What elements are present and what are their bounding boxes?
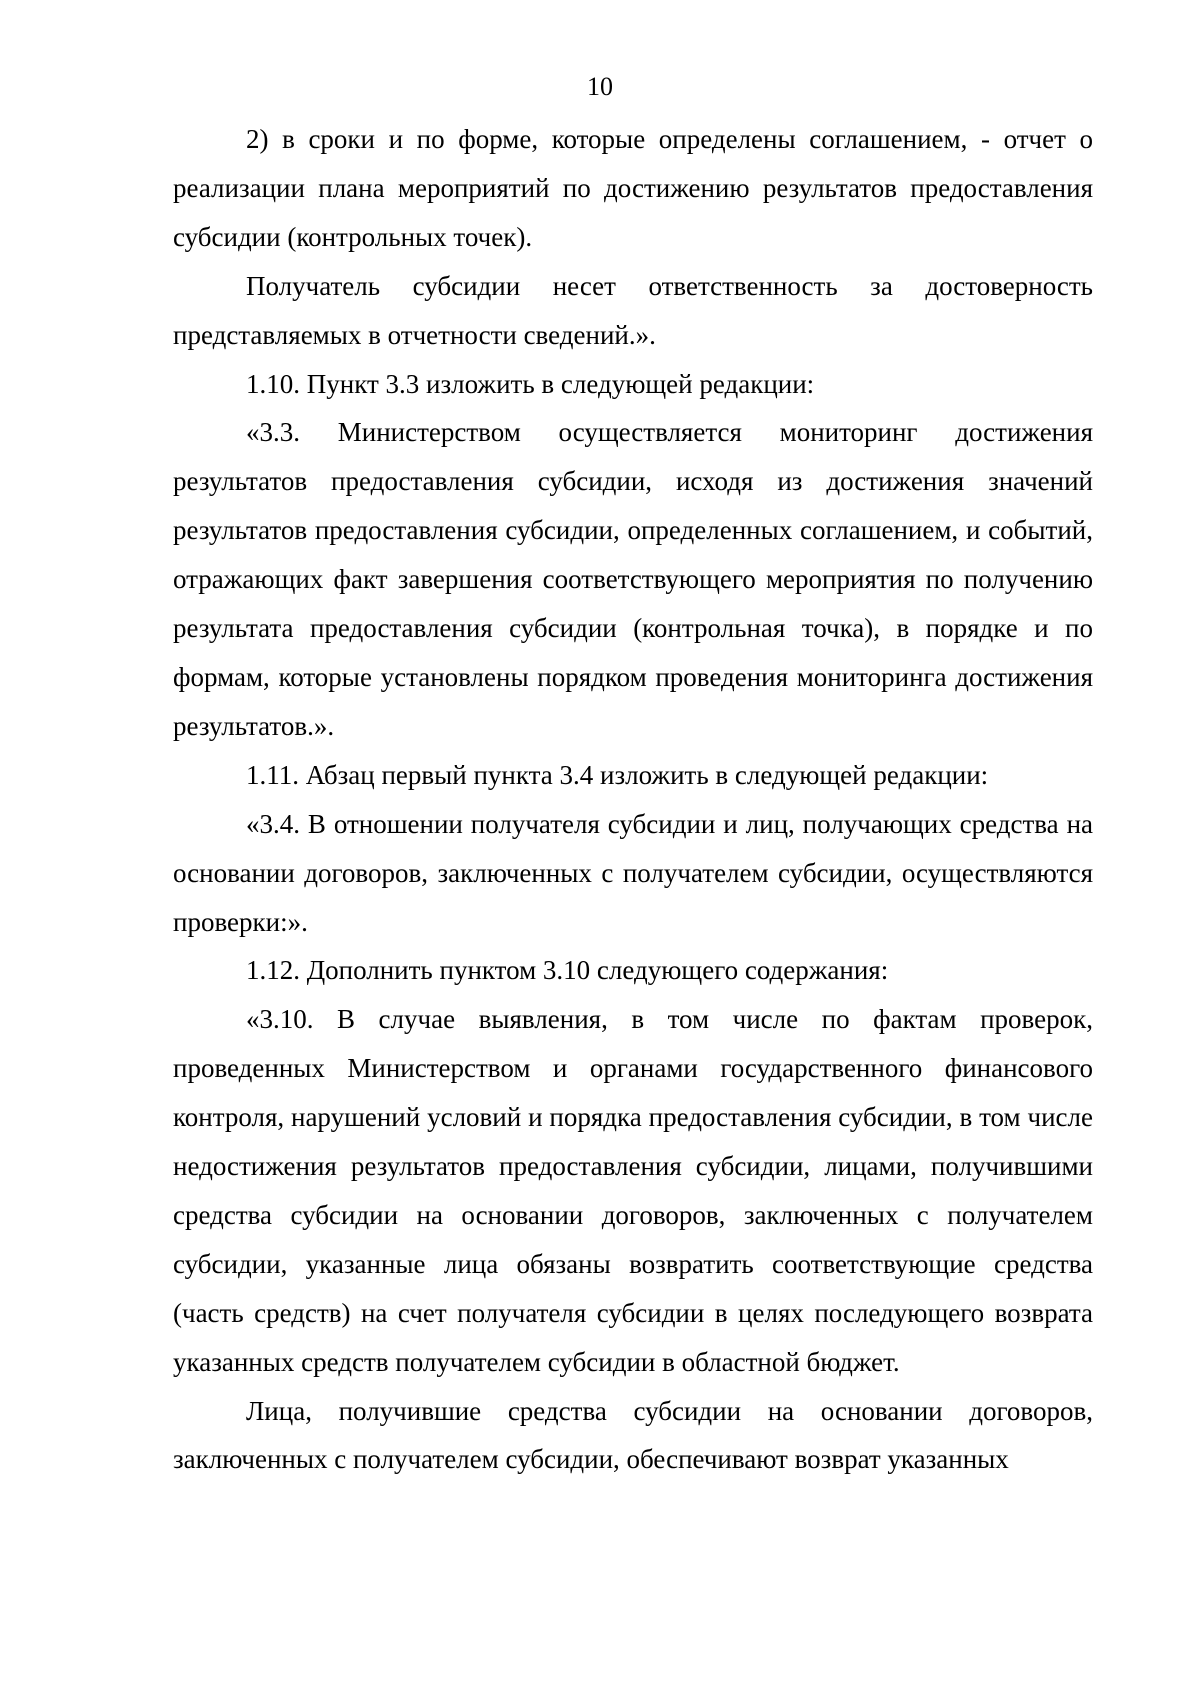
paragraph-report-deadline: 2) в сроки и по форме, которые определены соглашением, - отчет о реализации плана мероприятий по достижению результатов предоставления субсидии (контрольных точек). [173, 124, 1093, 252]
paragraph-item-1-12: 1.12. Дополнить пунктом 3.10 следующего содержания: [246, 955, 889, 986]
paragraph-clause-3-4: «3.4. В отношении получателя субсидии и лиц, получающих средства на основании договоров, заключенных с получателем субсидии, осуществляются проверки:». [173, 808, 1093, 937]
document-body [173, 115, 1093, 1484]
paragraph-clause-3-3: «3.3. Министерством осуществляется мониторинг достижения результатов предоставления субсидии, исходя из достижения значений результатов предоставления субсидии, определенных соглашением, и событий, отражающих факт завершения соответствующего мероприятия по получению результата предоставления субсидии (контрольная точка), в порядке и по формам, которые установлены порядком проведения мониторинга достижения результатов.». [173, 417, 1093, 741]
paragraph-item-1-10: 1.10. Пункт 3.3 изложить в следующей редакции: [246, 368, 815, 399]
paragraph-funds-return: Лица, получившие средства субсидии на основании договоров, заключенных с получателем субсидии, обеспечивают возврат указанных [173, 1395, 1093, 1475]
paragraph-recipient-responsibility: Получатель субсидии несет ответственность за достоверность представляемых в отчетности сведений.». [173, 270, 1093, 350]
paragraph-clause-3-10: «3.10. В случае выявления, в том числе по фактам проверок, проведенных Министерством и органами государственного финансового контроля, нарушений условий и порядка предоставления субсидии, в том числе недостижения результатов предоставления субсидии, лицами, получившими средства субсидии на основании договоров, заключенных с получателем субсидии, указанные лица обязаны возвратить соответствующие средства (часть средств) на счет получателя субсидии в целях последующего возврата указанных средств получателем субсидии в областной бюджет. [173, 1004, 1093, 1377]
paragraph-item-1-11: 1.11. Абзац первый пункта 3.4 изложить в следующей редакции: [246, 759, 989, 790]
page-number: 10 [587, 72, 613, 101]
